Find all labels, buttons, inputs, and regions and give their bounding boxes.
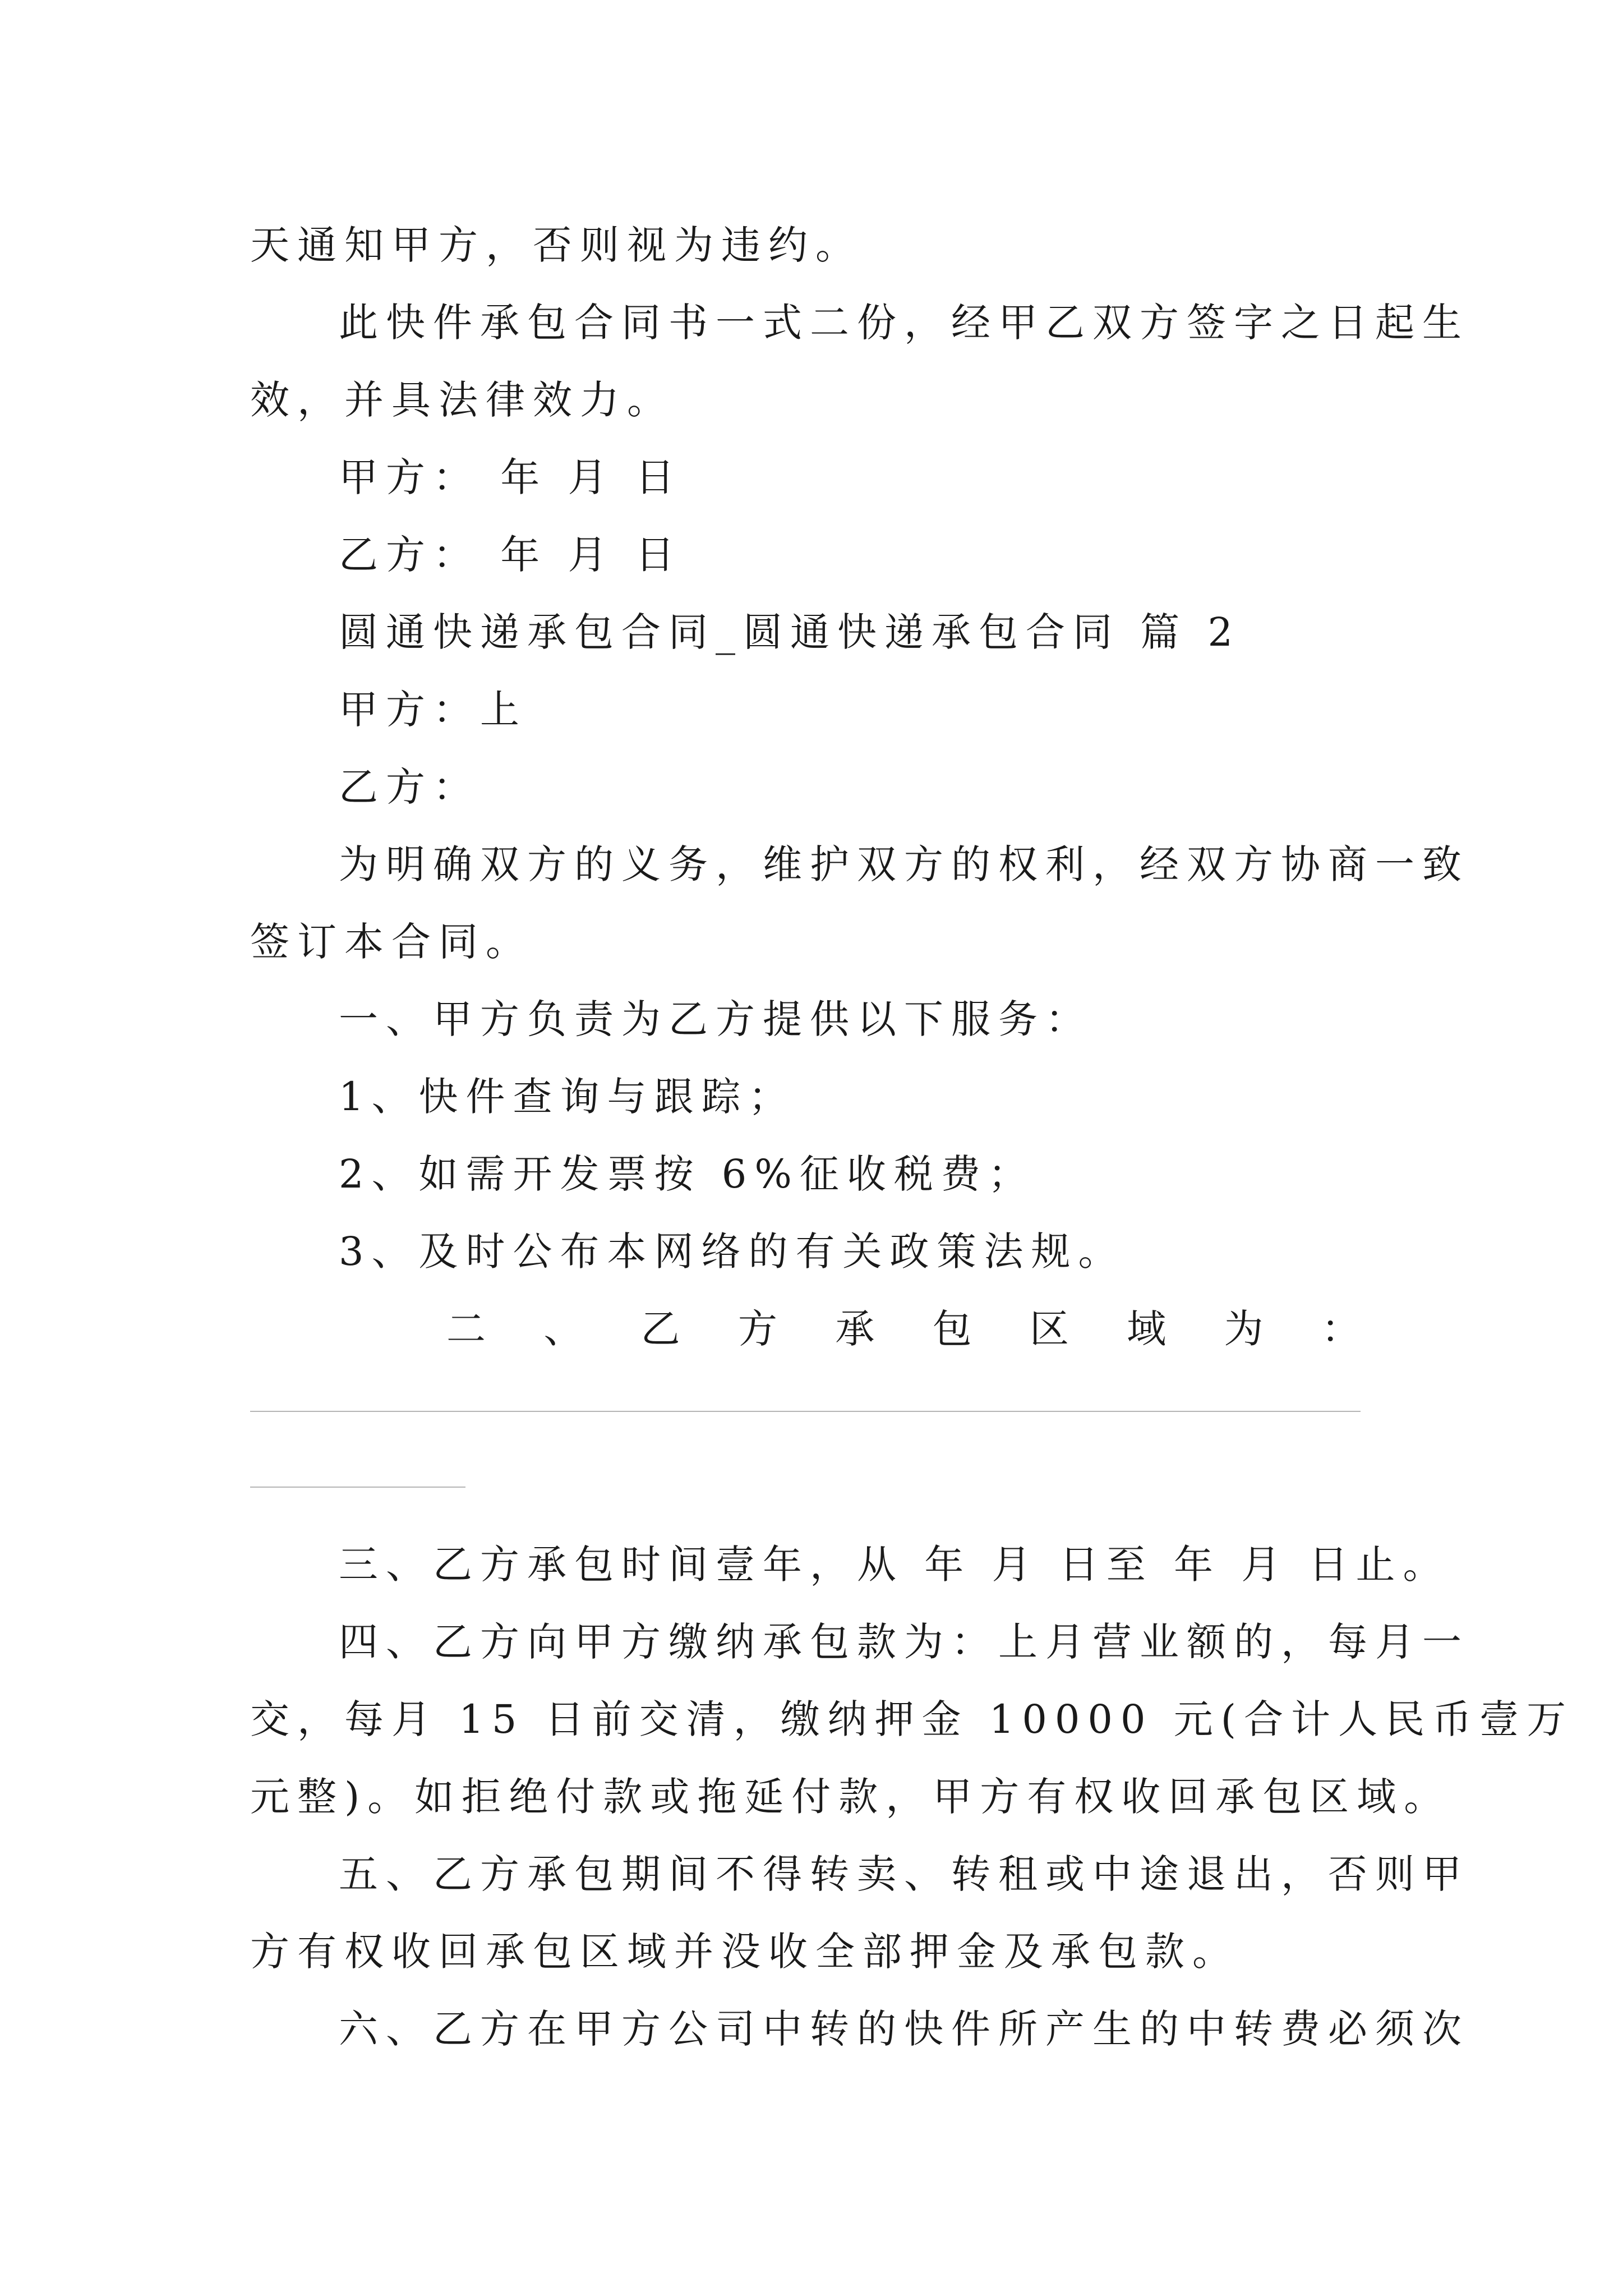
paragraph-line: 三、乙方承包时间壹年，从 年 月 日至 年 月 日止。 [339,1542,1450,1588]
section-heading: 圆通快递承包合同_圆通快递承包合同 篇 2 [339,609,1241,655]
paragraph-line: 六、乙方在甲方公司中转的快件所产生的中转费必须次 [339,2006,1469,2052]
paragraph-line: 交，每月 15 日前交清，缴纳押金 10000 元(合计人民币壹万 [250,1696,1574,1742]
clause-two-char: 、 [543,1306,583,1352]
list-item: 3、及时公布本网络的有关政策法规。 [339,1228,1126,1274]
paragraph-line: 元整)。如拒绝付款或拖延付款，甲方有权收回承包区域。 [250,1774,1451,1820]
party-a-line: 甲方：上 [339,687,527,733]
clause-two-char: ： [1321,1306,1361,1352]
clause-two-char: 方 [737,1306,777,1352]
clause-two-char: 二 [446,1306,486,1352]
list-item: 1、快件查询与跟踪； [339,1074,796,1120]
paragraph-line: 天通知甲方，否则视为违约。 [250,222,863,268]
paragraph-line: 效，并具法律效力。 [250,377,674,423]
blank-fill-line [250,1411,1361,1412]
paragraph-line: 四、乙方向甲方缴纳承包款为：上月营业额的，每月一 [339,1619,1469,1665]
paragraph-line: 签订本合同。 [250,919,533,965]
clause-heading: 一、甲方负责为乙方提供以下服务： [339,996,1092,1042]
signature-line-party-a: 甲方： 年 月 日 [339,454,683,500]
paragraph-line: 为明确双方的义务，维护双方的权利，经双方协商一致 [339,841,1469,887]
list-item: 2、如需开发票按 6%征收税费； [339,1151,1035,1197]
paragraph-line: 五、乙方承包期间不得转卖、转租或中途退出，否则甲 [339,1851,1469,1897]
clause-two-char: 包 [932,1306,972,1352]
clause-two-char: 区 [1029,1306,1069,1352]
clause-two-char: 承 [835,1306,875,1352]
clause-two-char: 域 [1127,1306,1166,1352]
blank-fill-line-short [250,1487,465,1488]
party-b-line: 乙方： [339,764,480,810]
paragraph-line: 此快件承包合同书一式二份，经甲乙双方签字之日起生 [339,300,1469,346]
clause-two-char: 为 [1224,1306,1264,1352]
paragraph-line: 方有权收回承包区域并没收全部押金及承包款。 [250,1929,1239,1975]
signature-line-party-b: 乙方： 年 月 日 [339,532,683,578]
clause-two-heading [446,1306,1361,1352]
clause-two-char: 乙 [640,1306,680,1352]
